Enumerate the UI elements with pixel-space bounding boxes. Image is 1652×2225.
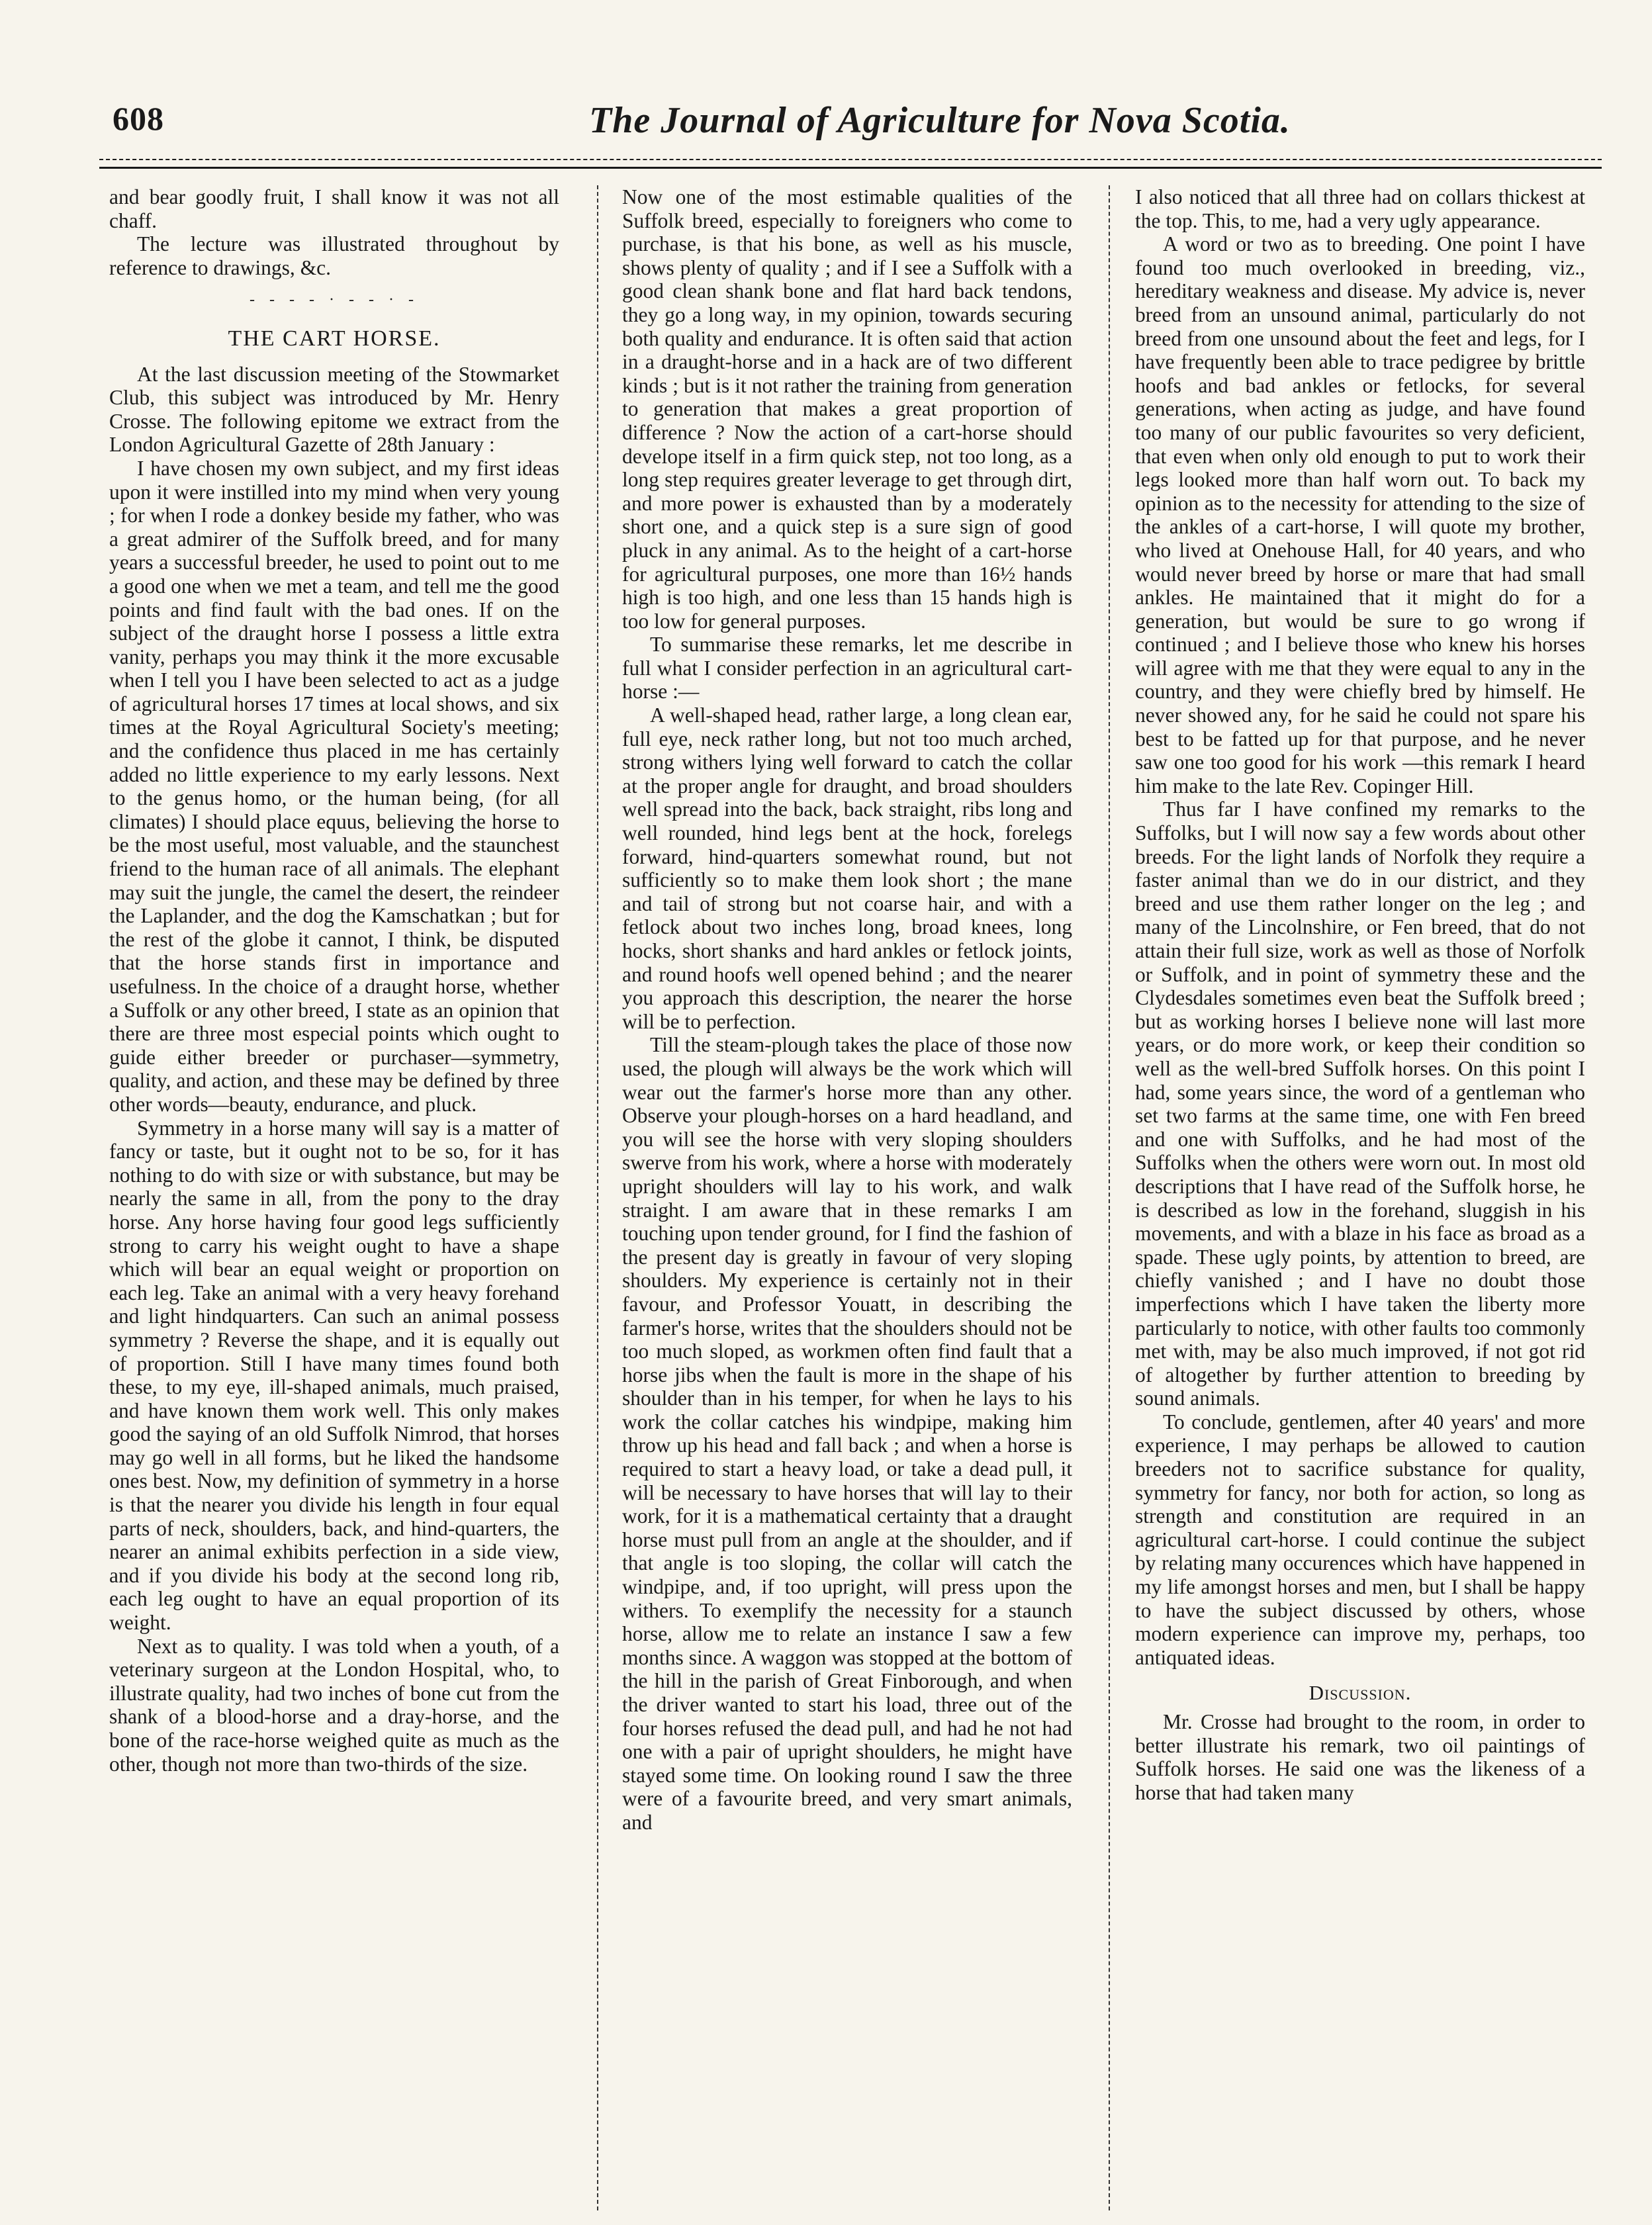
paragraph: I also noticed that all three had on collars thickest at the top. This, to me, had a very ugly appearance. [1135,185,1585,232]
header-rule-dashed [99,159,1602,160]
journal-title: The Journal of Agriculture for Nova Scotia. [589,100,1291,141]
discussion-heading: Discussion. [1308,1681,1412,1705]
paragraph: I have chosen my own subject, and my first ideas upon it were instilled into my mind when very young ; for when I rode a donkey beside my father, who was a great admirer of the Suffolk breed, and for many years a successful breeder, he used to point out to me a good one when we met a team, and tell me the good points and find fault with the bad ones. If on the subject of the draught horse I possess a little extra vanity, perhaps you may think it the more excusable when I tell you I have been selected to act as a judge of agricultural horses 17 times at local shows, and six times at the Royal Agricultural Society's meeting; and the confidence thus placed in me has certainly added no little experience to my early lessons. Next to the genus homo, or the human being, (for all climates) I should place equus, believing the horse to be the most useful, most valuable, and the staunchest friend to the human race of all animals. The elephant may suit the jungle, the camel the desert, the reindeer the Laplander, and the dog the Kamschatkan ; but for the rest of the globe it cannot, I think, be disputed that the horse stands first in importance and usefulness. In the choice of a draught horse, whether a Suffolk or any other breed, I state as an opinion that there are three most especial points which ought to guide either breeder or purchaser—symmetry, quality, and action, and these may be defined by three other words—beauty, endurance, and pluck. [109,456,559,1116]
paragraph: Symmetry in a horse many will say is a matter of fancy or taste, but it ought not to be so, for it has nothing to do with size or with substance, but may be nearly the same in all, from the pony to the dray horse. Any horse having four good legs sufficiently strong to carry his weight ought to have a shape which will bear an equal weight or proportion on each leg. Take an animal with a very heavy forehand and light hindquarters. Can such an animal possess symmetry ? Reverse the shape, and it is equally out of proportion. Still I have many times found both these, to my eye, ill-shaped animals, much praised, and have known them work well. This only makes good the saying of an old Suffolk Nimrod, that horses may go well in all forms, but he liked the handsome ones best. Now, my definition of symmetry in a horse is that the nearer you divide his length in four equal parts of neck, shoulders, back, and hind-quarters, the nearer an animal exhibits perfection in a side view, and if you divide his body at the second long rib, each leg ought to have an equal proportion of its weight. [109,1116,559,1635]
paragraph: Thus far I have confined my remarks to the Suffolks, but I will now say a few words about other breeds. For the light lands of Norfolk they require a faster animal than we do in our district, and they breed and use them rather longer on the leg ; and many of the Lincolnshire, or Fen breed, that do not attain their full size, work as well as those of Norfolk or Suffolk, and in point of symmetry these and the Clydesdales sometimes even beat the Suffolk breed ; but as working horses I believe none will last more years, or do more work, or keep their condition so well as the well-bred Suffolk horses. On this point I had, some years since, the word of a gentleman who set two farms at the same time, one with Fen breed and one with Suffolks, and he had most of the Suffolks when the others were worn out. In most old descriptions that I have read of the Suffolk horse, he is described as low in the forehand, sluggish in his movements, and with a blaze in his face as broad as a spade. These ugly points, by attention to breed, are chiefly vanished ; and I have no doubt those imperfections which I have taken the liberty more particularly to notice, with other faults too commonly met with, may be also much improved, if not got rid of altogether by further attention to breeding by sound animals. [1135,797,1585,1410]
header-rule [99,167,1602,169]
paragraph: At the last discussion meeting of the Stowmarket Club, this subject was introduced by Mr. Henry Crosse. The following epitome we extract from the London Agricultural Gazette of 28th January : [109,362,559,457]
page-header [99,99,1602,159]
column-middle [622,185,1072,2210]
article-heading: THE CART HORSE. [228,326,441,351]
paragraph: A well-shaped head, rather large, a long clean ear, full eye, neck rather long, but not too much arched, strong withers lying well forward to catch the collar at the proper angle for draught, and broad shoulders well spread into the back, back straight, ribs long and well rounded, hind legs bent at the hock, forelegs forward, hind-quarters somewhat round, but not sufficiently so to make them look short ; the mane and tail of strong but not coarse hair, and with a fetlock about two inches long, broad knees, long hocks, short shanks and hard ankles or fetlock joints, and round hoofs well opened behind ; and the nearer you approach this description, the nearer the horse will be to perfection. [622,704,1072,1033]
column-divider [597,185,598,2210]
paragraph: Next as to quality. I was told when a youth, of a veterinary surgeon at the London Hospital, who, to illustrate quality, had two inches of bone cut from the shank of a blood-horse and a dray-horse, and the bone of the race-horse weighed quite as much as the other, though not more than two-thirds of the size. [109,1634,559,1776]
paragraph: A word or two as to breeding. One point I have found too much overlooked in breeding, viz., hereditary weakness and disease. My advice is, never breed from an unsound animal, particularly do not breed from one unsound about the feet and legs, for I have frequently been able to trace pedigree by brittle hoofs and bad ankles or fetlocks, for several generations, when acting as judge, and have found too many of our public favourites so very deficient, that even when only old enough to put to work their legs looked more than half worn out. To back my opinion as to the necessity for attending to the size of the ankles of a cart-horse, I will quote my brother, who lived at Onehouse Hall, for 40 years, and who would never breed by horse or mare that had small ankles. He maintained that it might do for a generation, but would be sure to go wrong if continued ; and I believe those who knew his horses will agree with me that they were equal to any in the country, and they were chiefly bred by himself. He never showed any, for he said he could not spare his best to be fatted up for that purpose, and he never saw one too good for his work —this remark I heard him make to the late Rev. Copinger Hill. [1135,232,1585,797]
paragraph: To conclude, gentlemen, after 40 years' and more experience, I may perhaps be allowed to caution breeders not to sacrifice substance for quality, symmetry for fancy, nor both for action, so long as strength and constitution are required in an agricultural cart-horse. I could continue the subject by relating many occurences which have happened in my life amongst horses and men, but I shall be happy to have the subject discussed by others, whose modern experience can improve my, perhaps, too antiquated ideas. [1135,1410,1585,1669]
column-right [1135,185,1585,2210]
page-number: 608 [113,100,164,137]
paragraph: and bear goodly fruit, I shall know it was not all chaff. [109,185,559,232]
paragraph: Till the steam-plough takes the place of those now used, the plough will always be the work which will wear out the farmer's horse more than any other. Observe your plough-horses on a hard headland, and you will see the horse with very sloping shoulders swerve from his work, where a horse with moderately upright shoulders will lay to his work, and walk straight. I am aware that in these remarks I am touching upon tender ground, for I find the fashion of the present day is greatly in favour of very sloping shoulders. My experience is certainly not in their favour, and Professor Youatt, in describing the farmer's horse, writes that the shoulders should not be too much sloped, as workmen often find fault that a horse jibs when the fault is more in the shape of his shoulder than in his temper, for when he lays to his work the collar catches his windpipe, making him throw up his head and fall back ; and when a horse is required to start a heavy load, or take a dead pull, it will be necessary to have horses that will lay to their work, for it is a mathematical certainty that a draught horse must pull from an angle at the shoulder, and if that angle is too sloping, the collar will catch the windpipe, and, if too upright, will press upon the withers. To exemplify the necessity for a staunch horse, allow me to relate an instance I saw a few months since. A waggon was stopped at the bottom of the hill in the parish of Great Finborough, and when the driver wanted to start his load, three out of the four horses refused the dead pull, and had he not had one with a pair of upright shoulders, he might have stayed some time. On looking round I saw the three were of a favourite breed, and very smart animals, and [622,1033,1072,1834]
paragraph: Now one of the most estimable qualities of the Suffolk breed, especially to foreigners who come to purchase, is that his bone, as well as his muscle, shows plenty of quality ; and if I see a Suffolk with a good clean shank bone and flat hard back tendons, they go a long way, in my opinion, towards securing both quality and endurance. It is often said that action in a draught-horse and in a hack are of two different kinds ; but is it not rather the training from generation to generation that makes a great proportion of difference ? Now the action of a cart-horse should develope itself in a firm quick step, not too long, as a long step requires greater leverage to get through dirt, and more power is exhausted than by a moderately short one, and a quick step is a sure sign of good pluck in any animal. As to the height of a cart-horse for agricultural purposes, one more than 16½ hands high is too high, and one less than 15 hands high is too low for general purposes. [622,185,1072,633]
column-divider [1109,185,1110,2210]
paragraph: To summarise these remarks, let me describe in full what I consider perfection in an agricultural cart-horse :— [622,633,1072,704]
paragraph: The lecture was illustrated throughout by reference to drawings, &c. [109,232,559,279]
article-columns [99,185,1602,2217]
section-ornament: - - - - · - - · - [250,291,419,309]
paragraph: Mr. Crosse had brought to the room, in order to better illustrate his remark, two oil paintings of Suffolk horses. He said one was the likeness of a horse that had taken many [1135,1710,1585,1804]
column-left [109,185,559,2210]
